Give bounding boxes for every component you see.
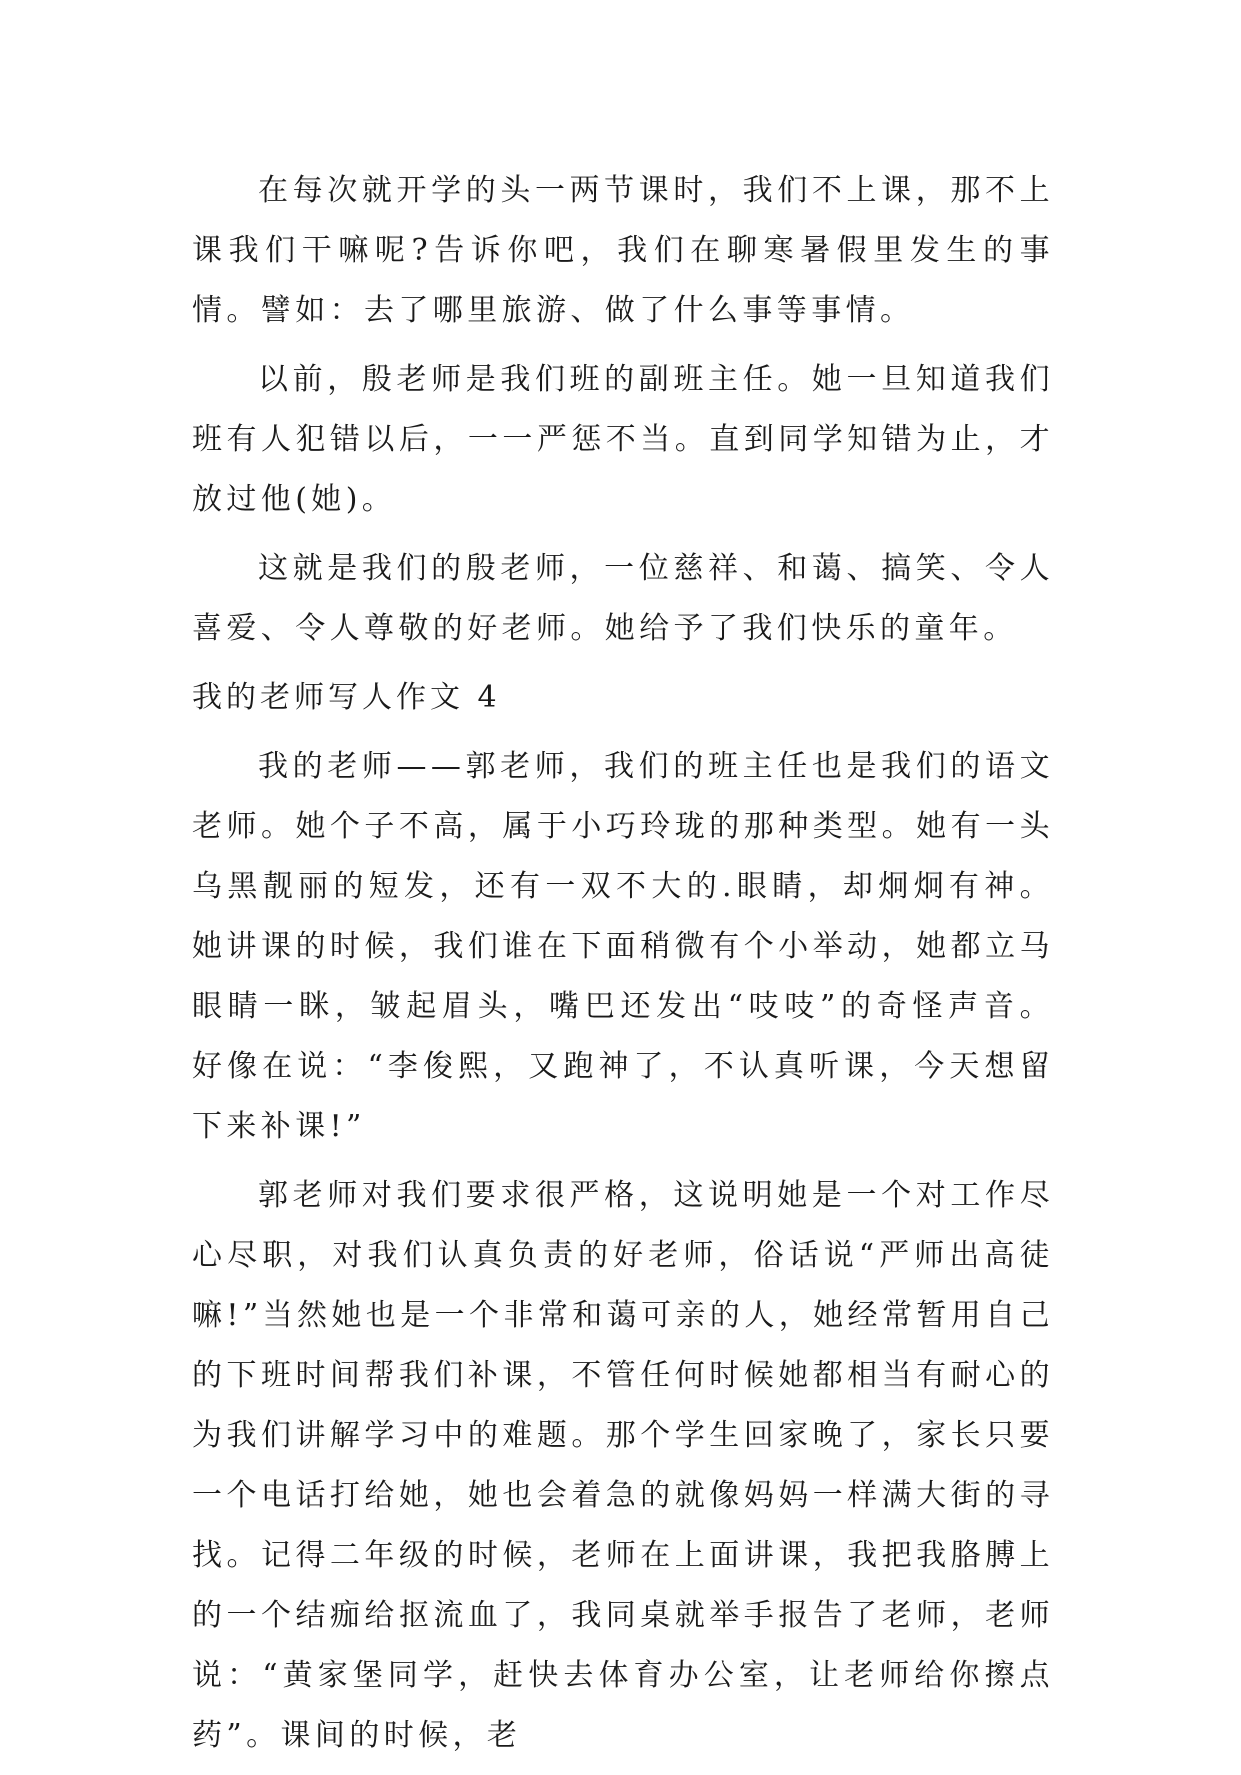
document-page <box>192 161 1054 1775</box>
paragraph: 以前，殷老师是我们班的副班主任。她一旦知道我们班有人犯错以后，一一严惩不当。直到同学知错为止，才放过他(她)。 <box>192 362 1054 517</box>
paragraph: 郭老师对我们要求很严格，这说明她是一个对工作尽心尽职，对我们认真负责的好老师，俗话说“严师出高徒嘛!”当然她也是一个非常和蔼可亲的人，她经常暂用自己的下班时间帮我们补课，不管任何时候她都相当有耐心的为我们讲解学习中的难题。那个学生回家晚了，家长只要一个电话打给她，她也会着急的就像妈妈一样满大街的寻找。记得二年级的时候，老师在上面讲课，我把我胳膊上的一个结痂给抠流血了，我同桌就举手报告了老师，老师说：“黄家堡同学，赶快去体育办公室，让老师给你擦点药”。课间的时候，老 <box>192 1178 1054 1753</box>
paragraph: 我的老师——郭老师，我们的班主任也是我们的语文老师。她个子不高，属于小巧玲珑的那种类型。她有一头乌黑靓丽的短发，还有一双不大的.眼睛，却炯炯有神。她讲课的时候，我们谁在下面稍微有个小举动，她都立马眼睛一眯，皱起眉头，嘴巴还发出“吱吱”的奇怪声音。好像在说：“李俊熙，又跑神了，不认真听课，今天想留下来补课!” <box>192 749 1054 1144</box>
paragraph: 这就是我们的殷老师，一位慈祥、和蔼、搞笑、令人喜爱、令人尊敬的好老师。她给予了我们快乐的童年。 <box>192 551 1054 646</box>
section-heading: 我的老师写人作文 4 <box>192 680 501 715</box>
paragraph: 在每次就开学的头一两节课时，我们不上课，那不上课我们干嘛呢?告诉你吧，我们在聊寒暑假里发生的事情。譬如：去了哪里旅游、做了什么事等事情。 <box>192 173 1054 328</box>
